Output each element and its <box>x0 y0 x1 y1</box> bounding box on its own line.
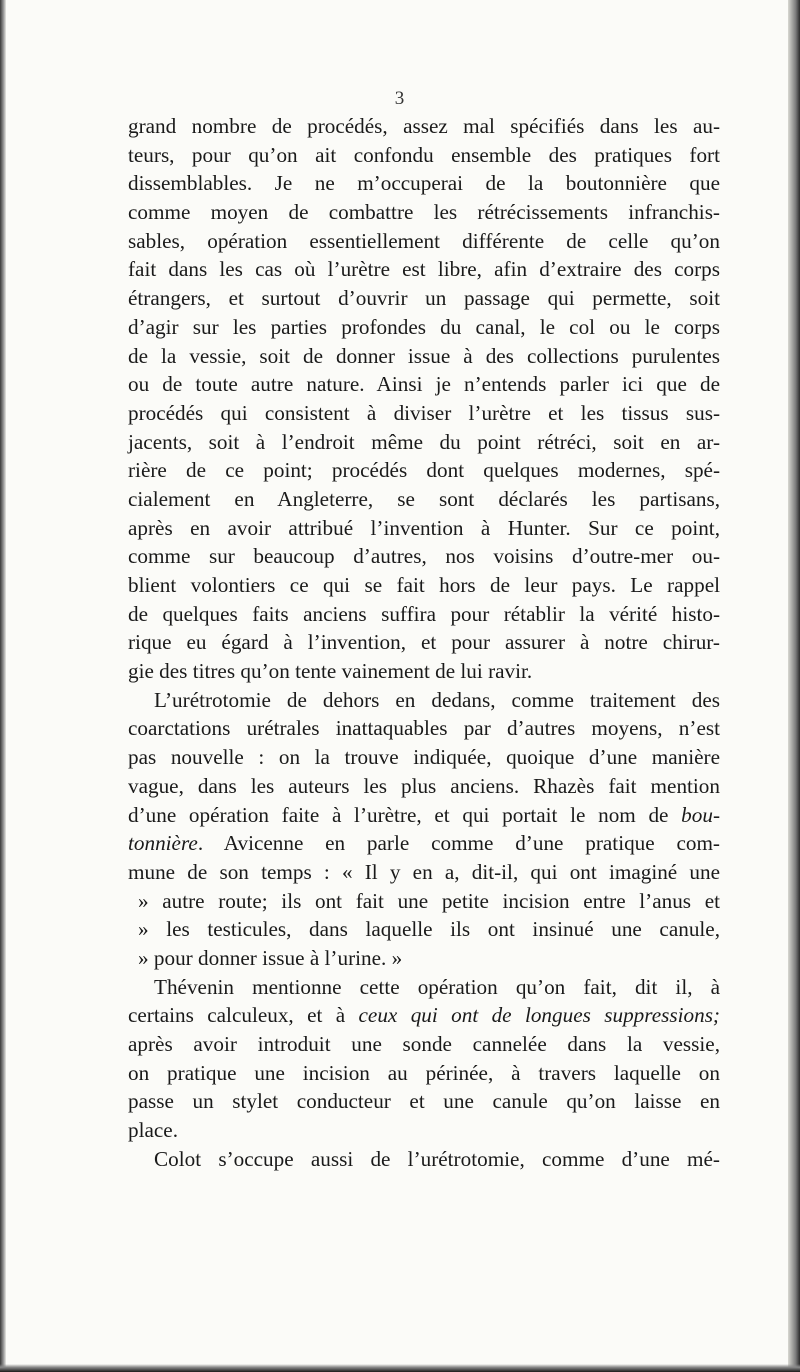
text-line <box>128 887 720 916</box>
line-text: blient volontiers ce qui se fait hors de leur pays. Le rappel <box>128 573 720 597</box>
text-line <box>128 1145 720 1174</box>
italic-term: bou- <box>668 802 720 827</box>
text-line <box>128 571 720 600</box>
line-text: dissemblables. Je ne m’occuperai de la boutonnière que <box>128 171 720 196</box>
text-line <box>128 198 720 227</box>
text-line <box>128 686 720 715</box>
line-text: . Avicenne en parle comme d’une pratique com- <box>197 831 720 856</box>
line-text: » les testicules, dans laquelle ils ont insinué une canule, <box>138 917 720 942</box>
line-text: gie des titres qu’on tente vainement de lui ravir. <box>128 659 533 684</box>
text-line <box>128 112 720 141</box>
text-line <box>128 714 720 743</box>
line-text: grand nombre de procédés, assez mal spécifiés dans les au- <box>128 114 720 138</box>
line-text: teurs, pour qu’on ait confondu ensemble des pratiques fort <box>128 142 720 167</box>
line-text: » autre route; ils ont fait une petite incision entre l’anus et <box>138 888 720 913</box>
text-line <box>128 342 720 371</box>
line-text: après en avoir attribué l’invention à Hunter. Sur ce point, <box>128 515 720 540</box>
text-line <box>128 227 720 256</box>
text-line <box>128 858 720 887</box>
line-text: place. <box>128 1118 178 1143</box>
italic-term: ceux qui ont de longues suppressions; <box>345 1003 720 1028</box>
text-line <box>128 973 720 1002</box>
text-line <box>128 829 720 858</box>
text-line <box>128 428 720 457</box>
body-text <box>128 112 720 1173</box>
line-text: après avoir introduit une sonde cannelée dans la vessie, <box>128 1032 720 1056</box>
line-text: coarctations urétrales inattaquables par d’autres moyens, n’est <box>128 716 720 741</box>
text-line <box>128 313 720 342</box>
text-line <box>128 1030 720 1059</box>
text-line <box>128 284 720 313</box>
page-number: 3 <box>394 88 406 109</box>
line-text: certains calculeux, et à <box>128 1003 346 1028</box>
text-line <box>128 801 720 830</box>
text-line <box>128 399 720 428</box>
text-line <box>128 628 720 657</box>
line-text: de la vessie, soit de donner issue à des collections purulentes <box>128 343 720 368</box>
text-line <box>128 1001 720 1030</box>
line-text: Thévenin mentionne cette opération qu’on fait, dit il, à <box>154 974 720 999</box>
text-line <box>128 370 720 399</box>
line-text: pas nouvelle : on la trouve indiquée, quoique d’une manière <box>128 745 720 770</box>
text-line <box>128 1059 720 1088</box>
line-text: comme sur beaucoup d’autres, nos voisins d’outre-mer ou- <box>128 544 720 569</box>
text-line <box>128 772 720 801</box>
text-line <box>128 141 720 170</box>
line-text: on pratique une incision au périnée, à travers laquelle on <box>128 1060 720 1085</box>
line-text: rique eu égard à l’invention, et pour assurer à notre chirur- <box>128 630 720 655</box>
page-right-edge-shadow <box>788 0 800 1372</box>
text-line <box>128 456 720 485</box>
line-text: de quelques faits anciens suffira pour rétablir la vérité histo- <box>128 601 720 626</box>
line-text: rière de ce point; procédés dont quelques modernes, spé- <box>128 458 720 483</box>
text-line <box>128 1087 720 1116</box>
line-text: L’urétrotomie de dehors en dedans, comme traitement des <box>154 687 720 712</box>
line-text: Colot s’occupe aussi de l’urétrotomie, comme d’une mé- <box>154 1146 720 1171</box>
page-left-edge-shadow <box>0 0 6 1372</box>
text-line <box>128 542 720 571</box>
line-text: étrangers, et surtout d’ouvrir un passage qui permette, soit <box>128 286 720 311</box>
text-line <box>128 743 720 772</box>
line-text: sables, opération essentiellement différente de celle qu’on <box>128 228 720 253</box>
line-text: mune de son temps : « Il y en a, dit-il, qui ont imaginé une <box>128 859 720 884</box>
line-text: d’agir sur les parties profondes du canal, le col ou le corps <box>128 314 720 339</box>
text-line <box>128 915 720 944</box>
text-line <box>128 600 720 629</box>
line-text: ou de toute autre nature. Ainsi je n’entends parler ici que de <box>128 372 720 397</box>
text-line <box>128 485 720 514</box>
line-text: » pour donner issue à l’urine. » <box>138 945 403 970</box>
line-text: vague, dans les auteurs les plus anciens. Rhazès fait mention <box>128 773 720 798</box>
line-text: d’une opération faite à l’urètre, et qui portait le nom de <box>128 802 669 827</box>
text-line <box>128 1116 720 1145</box>
line-text: procédés qui consistent à diviser l’urètre et les tissus sus- <box>128 400 720 425</box>
line-text: comme moyen de combattre les rétrécissements infranchis- <box>128 200 720 225</box>
italic-term: tonnière <box>128 831 198 856</box>
text-line <box>128 514 720 543</box>
text-line <box>128 657 720 686</box>
text-line <box>128 944 720 973</box>
text-line <box>128 169 720 198</box>
line-text: fait dans les cas où l’urètre est libre, afin d’extraire des corps <box>128 257 720 282</box>
line-text: passe un stylet conducteur et une canule qu’on laisse en <box>128 1089 720 1114</box>
text-line <box>128 255 720 284</box>
page-bottom-edge-shadow <box>0 1364 800 1372</box>
line-text: jacents, soit à l’endroit même du point rétréci, soit en ar- <box>128 429 720 454</box>
line-text: cialement en Angleterre, se sont déclarés les partisans, <box>128 486 720 511</box>
